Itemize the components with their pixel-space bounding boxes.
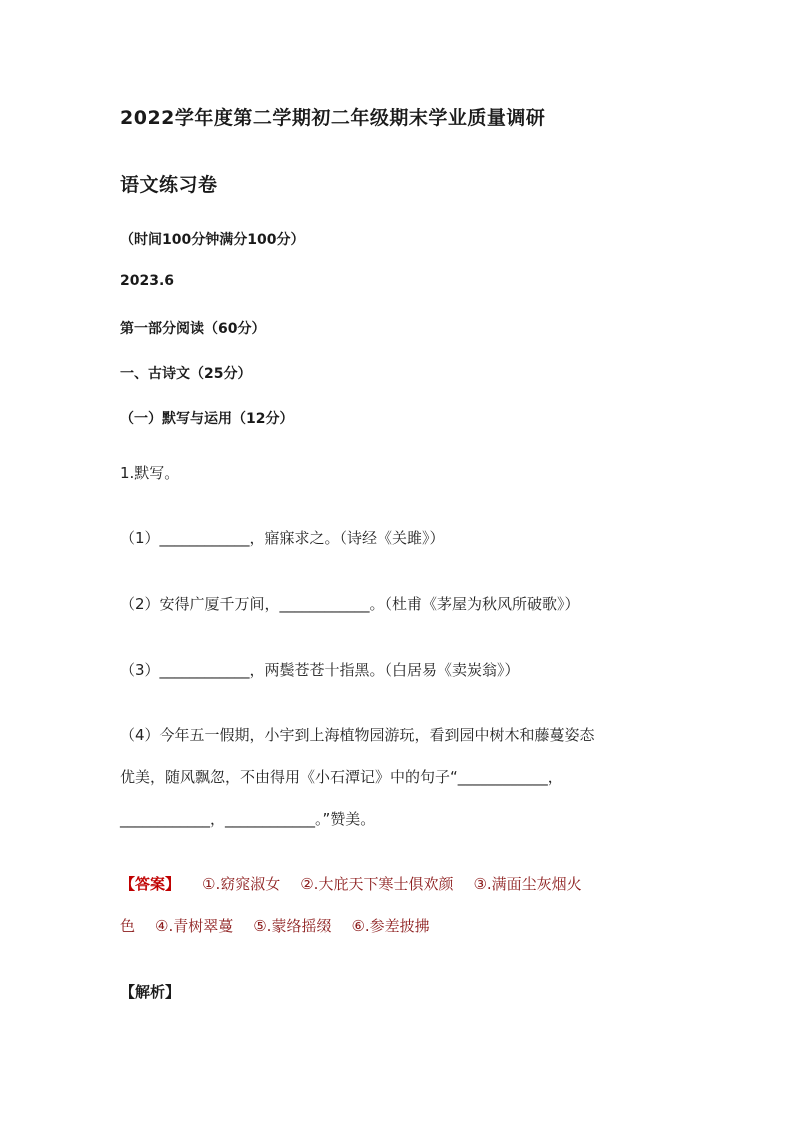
question-item-3: （3）____________，两鬓苍苍十指黑。（白居易《卖炭翁》） — [120, 661, 520, 679]
answer-item-2: ②.大庇天下寒士俱欢颜 — [300, 875, 454, 893]
question-item-4-line-2: 优美，随风飘忽，不由得用《小石潭记》中的句子“____________， — [120, 768, 563, 786]
answer-item-4: ④.青树翠蔓 — [155, 917, 234, 935]
answer-item-6: ⑥.参差披拂 — [351, 917, 430, 935]
time-info: （时间100分钟满分100分） — [120, 232, 305, 248]
document-subtitle: 语文练习卷 — [120, 174, 218, 196]
answer-item-5: ⑤.蒙络摇缀 — [253, 917, 332, 935]
answer-item-3-part-2: 色 — [120, 917, 136, 935]
question-item-2: （2）安得广厦千万间，____________。（杜甫《茅屋为秋风所破歌》） — [120, 595, 580, 613]
subsection-heading: （一）默写与运用（12分） — [120, 411, 294, 427]
question-item-1: （1）____________，寤寐求之。（诗经《关雎》） — [120, 529, 445, 547]
question-stem: 1.默写。 — [120, 464, 180, 482]
part-heading: 第一部分阅读（60分） — [120, 321, 266, 337]
answer-line-1 — [120, 873, 582, 894]
exam-date: 2023.6 — [120, 273, 175, 289]
answer-line-2 — [120, 915, 430, 936]
question-item-4-line-1: （4）今年五一假期，小宇到上海植物园游玩，看到园中树木和藤蔓姿态 — [120, 726, 595, 744]
answer-item-3-part-1: ③.满面尘灰烟火 — [473, 875, 582, 893]
answer-tag: 【答案】 — [120, 875, 181, 893]
answer-item-1: ①.窈窕淑女 — [202, 875, 281, 893]
section-heading: 一、古诗文（25分） — [120, 366, 252, 382]
document-title: 2022学年度第二学期初二年级期末学业质量调研 — [120, 107, 546, 129]
question-item-4-line-3: ____________，____________。”赞美。 — [120, 810, 376, 828]
analysis-tag: 【解析】 — [120, 983, 181, 1001]
